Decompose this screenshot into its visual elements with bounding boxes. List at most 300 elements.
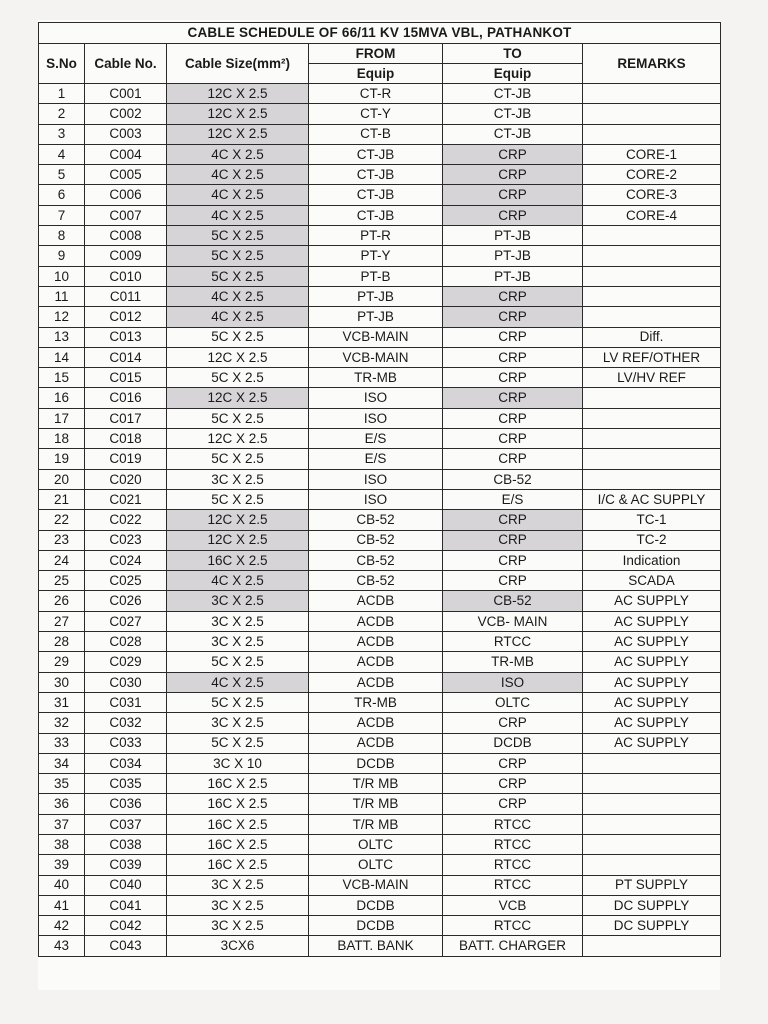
cell-to-equip: PT-JB (443, 226, 583, 246)
cell-cable-size: 4C X 2.5 (167, 185, 309, 205)
cell-sno: 31 (39, 692, 85, 712)
cell-sno: 8 (39, 226, 85, 246)
table-row (39, 591, 721, 611)
cell-cable-no: C008 (85, 226, 167, 246)
cell-to-equip: RTCC (443, 875, 583, 895)
table-row (39, 652, 721, 672)
cell-from-equip: ISO (309, 489, 443, 509)
cell-to-equip: CRP (443, 347, 583, 367)
cell-cable-size: 5C X 2.5 (167, 368, 309, 388)
cell-from-equip: BATT. BANK (309, 936, 443, 956)
cell-to-equip: VCB (443, 895, 583, 915)
table-row (39, 347, 721, 367)
cell-cable-size: 5C X 2.5 (167, 733, 309, 753)
cell-cable-size: 12C X 2.5 (167, 510, 309, 530)
cell-sno: 30 (39, 672, 85, 692)
cell-cable-size: 3C X 2.5 (167, 916, 309, 936)
cell-remarks: AC SUPPLY (583, 692, 721, 712)
cell-cable-no: C004 (85, 144, 167, 164)
cell-from-equip: PT-Y (309, 246, 443, 266)
cell-to-equip: RTCC (443, 916, 583, 936)
table-row (39, 895, 721, 915)
cell-cable-no: C032 (85, 713, 167, 733)
cell-to-equip: RTCC (443, 834, 583, 854)
cell-remarks: I/C & AC SUPPLY (583, 489, 721, 509)
cell-cable-size: 16C X 2.5 (167, 855, 309, 875)
cell-cable-no: C021 (85, 489, 167, 509)
cell-cable-no: C027 (85, 611, 167, 631)
cell-sno: 4 (39, 144, 85, 164)
cell-cable-size: 3C X 2.5 (167, 713, 309, 733)
table-row (39, 144, 721, 164)
table-row (39, 753, 721, 773)
cell-from-equip: DCDB (309, 753, 443, 773)
cell-remarks (583, 124, 721, 144)
cell-to-equip: CRP (443, 368, 583, 388)
cell-cable-no: C036 (85, 794, 167, 814)
cell-sno: 36 (39, 794, 85, 814)
cell-cable-no: C033 (85, 733, 167, 753)
cell-remarks: AC SUPPLY (583, 713, 721, 733)
cell-cable-size: 12C X 2.5 (167, 429, 309, 449)
cell-cable-no: C042 (85, 916, 167, 936)
cell-remarks (583, 104, 721, 124)
cell-cable-no: C017 (85, 408, 167, 428)
table-row (39, 713, 721, 733)
cell-remarks (583, 388, 721, 408)
cell-cable-size: 4C X 2.5 (167, 144, 309, 164)
cell-cable-no: C006 (85, 185, 167, 205)
cell-from-equip: ACDB (309, 733, 443, 753)
cell-sno: 26 (39, 591, 85, 611)
cell-to-equip: CT-JB (443, 124, 583, 144)
cell-cable-no: C038 (85, 834, 167, 854)
table-row (39, 246, 721, 266)
table-row (39, 104, 721, 124)
cell-remarks: AC SUPPLY (583, 632, 721, 652)
cell-from-equip: T/R MB (309, 794, 443, 814)
header-remarks: REMARKS (583, 44, 721, 84)
cell-sno: 41 (39, 895, 85, 915)
cell-remarks (583, 286, 721, 306)
cell-from-equip: CB-52 (309, 510, 443, 530)
cell-sno: 33 (39, 733, 85, 753)
cell-sno: 27 (39, 611, 85, 631)
cell-remarks: CORE-3 (583, 185, 721, 205)
cell-cable-size: 12C X 2.5 (167, 84, 309, 104)
header-to: TO (443, 44, 583, 64)
cell-to-equip: PT-JB (443, 246, 583, 266)
cell-remarks (583, 246, 721, 266)
header-cable-size: Cable Size(mm²) (167, 44, 309, 84)
cell-remarks: AC SUPPLY (583, 733, 721, 753)
cell-to-equip: VCB- MAIN (443, 611, 583, 631)
cell-remarks (583, 774, 721, 794)
cell-cable-size: 16C X 2.5 (167, 550, 309, 570)
cell-to-equip: CRP (443, 774, 583, 794)
cell-to-equip: CB-52 (443, 591, 583, 611)
cell-from-equip: VCB-MAIN (309, 875, 443, 895)
cell-from-equip: CT-JB (309, 185, 443, 205)
cell-sno: 37 (39, 814, 85, 834)
cell-cable-size: 4C X 2.5 (167, 205, 309, 225)
cell-from-equip: ACDB (309, 652, 443, 672)
cell-sno: 10 (39, 266, 85, 286)
cell-to-equip: BATT. CHARGER (443, 936, 583, 956)
cell-to-equip: ISO (443, 672, 583, 692)
cell-from-equip: CT-B (309, 124, 443, 144)
table-row (39, 855, 721, 875)
cell-sno: 43 (39, 936, 85, 956)
table-row (39, 814, 721, 834)
cell-from-equip: CB-52 (309, 571, 443, 591)
cell-remarks: AC SUPPLY (583, 652, 721, 672)
cell-to-equip: CRP (443, 144, 583, 164)
cell-from-equip: ACDB (309, 672, 443, 692)
table-row (39, 469, 721, 489)
cell-cable-size: 16C X 2.5 (167, 834, 309, 854)
cell-from-equip: ACDB (309, 632, 443, 652)
cell-from-equip: CB-52 (309, 530, 443, 550)
cell-cable-size: 3C X 2.5 (167, 875, 309, 895)
table-row (39, 307, 721, 327)
cell-cable-size: 5C X 2.5 (167, 449, 309, 469)
cell-sno: 14 (39, 347, 85, 367)
cable-schedule-table (38, 22, 721, 957)
cell-remarks (583, 266, 721, 286)
cell-to-equip: RTCC (443, 814, 583, 834)
cell-cable-size: 3C X 2.5 (167, 632, 309, 652)
cell-to-equip: CRP (443, 205, 583, 225)
cell-remarks (583, 429, 721, 449)
cell-to-equip: TR-MB (443, 652, 583, 672)
cell-from-equip: OLTC (309, 855, 443, 875)
cell-cable-no: C018 (85, 429, 167, 449)
cell-cable-size: 5C X 2.5 (167, 692, 309, 712)
table-row (39, 489, 721, 509)
cell-cable-no: C034 (85, 753, 167, 773)
cell-sno: 9 (39, 246, 85, 266)
table-row (39, 875, 721, 895)
cell-from-equip: ISO (309, 388, 443, 408)
cell-remarks (583, 84, 721, 104)
cell-cable-no: C037 (85, 814, 167, 834)
cell-cable-size: 16C X 2.5 (167, 814, 309, 834)
cell-sno: 19 (39, 449, 85, 469)
cell-sno: 25 (39, 571, 85, 591)
cell-cable-size: 3C X 2.5 (167, 469, 309, 489)
cell-cable-size: 3C X 2.5 (167, 611, 309, 631)
cell-sno: 12 (39, 307, 85, 327)
cell-remarks: AC SUPPLY (583, 591, 721, 611)
cell-sno: 15 (39, 368, 85, 388)
table-row (39, 286, 721, 306)
cell-sno: 17 (39, 408, 85, 428)
cell-to-equip: CRP (443, 185, 583, 205)
cell-remarks (583, 834, 721, 854)
cell-cable-no: C009 (85, 246, 167, 266)
cell-sno: 16 (39, 388, 85, 408)
cell-cable-no: C013 (85, 327, 167, 347)
table-row (39, 205, 721, 225)
cell-cable-size: 3C X 10 (167, 753, 309, 773)
cell-cable-no: C019 (85, 449, 167, 469)
cell-remarks (583, 814, 721, 834)
cell-sno: 21 (39, 489, 85, 509)
cell-cable-size: 16C X 2.5 (167, 774, 309, 794)
table-title: CABLE SCHEDULE OF 66/11 KV 15MVA VBL, PATHANKOT (39, 23, 721, 44)
cell-sno: 3 (39, 124, 85, 144)
cell-cable-no: C022 (85, 510, 167, 530)
cell-cable-no: C014 (85, 347, 167, 367)
cell-to-equip: CRP (443, 530, 583, 550)
cell-cable-no: C035 (85, 774, 167, 794)
table-row (39, 226, 721, 246)
cell-cable-size: 12C X 2.5 (167, 530, 309, 550)
table-row (39, 408, 721, 428)
table-row (39, 632, 721, 652)
cell-cable-size: 12C X 2.5 (167, 347, 309, 367)
cell-sno: 13 (39, 327, 85, 347)
table-row (39, 185, 721, 205)
cell-from-equip: CT-JB (309, 205, 443, 225)
cell-from-equip: TR-MB (309, 368, 443, 388)
cell-cable-no: C029 (85, 652, 167, 672)
cell-remarks: Indication (583, 550, 721, 570)
cell-to-equip: CT-JB (443, 84, 583, 104)
cell-from-equip: ACDB (309, 713, 443, 733)
cell-cable-no: C003 (85, 124, 167, 144)
cell-remarks (583, 449, 721, 469)
cell-from-equip: PT-R (309, 226, 443, 246)
cell-to-equip: RTCC (443, 855, 583, 875)
header-to-equip: Equip (443, 64, 583, 84)
cell-remarks: SCADA (583, 571, 721, 591)
cell-cable-size: 5C X 2.5 (167, 327, 309, 347)
cell-cable-size: 5C X 2.5 (167, 246, 309, 266)
cell-from-equip: CB-52 (309, 550, 443, 570)
cell-cable-size: 4C X 2.5 (167, 672, 309, 692)
cell-to-equip: CRP (443, 713, 583, 733)
cell-to-equip: CT-JB (443, 104, 583, 124)
cell-cable-no: C001 (85, 84, 167, 104)
cell-from-equip: E/S (309, 429, 443, 449)
cell-sno: 39 (39, 855, 85, 875)
cell-cable-no: C015 (85, 368, 167, 388)
table-row (39, 733, 721, 753)
cell-cable-no: C040 (85, 875, 167, 895)
cell-sno: 5 (39, 165, 85, 185)
cell-sno: 18 (39, 429, 85, 449)
cell-to-equip: CRP (443, 449, 583, 469)
cell-sno: 1 (39, 84, 85, 104)
cell-cable-no: C005 (85, 165, 167, 185)
cell-remarks (583, 794, 721, 814)
cell-remarks (583, 855, 721, 875)
table-row (39, 794, 721, 814)
cell-sno: 24 (39, 550, 85, 570)
cell-sno: 34 (39, 753, 85, 773)
cell-cable-size: 4C X 2.5 (167, 286, 309, 306)
header-from: FROM (309, 44, 443, 64)
cell-sno: 11 (39, 286, 85, 306)
cell-to-equip: CRP (443, 165, 583, 185)
cell-sno: 35 (39, 774, 85, 794)
cell-to-equip: E/S (443, 489, 583, 509)
cell-remarks: TC-2 (583, 530, 721, 550)
cell-cable-no: C031 (85, 692, 167, 712)
cell-from-equip: DCDB (309, 916, 443, 936)
header-cable-no: Cable No. (85, 44, 167, 84)
cell-cable-size: 3CX6 (167, 936, 309, 956)
cell-remarks (583, 469, 721, 489)
cell-remarks: LV/HV REF (583, 368, 721, 388)
cell-sno: 28 (39, 632, 85, 652)
cell-remarks: LV REF/OTHER (583, 347, 721, 367)
cell-to-equip: CRP (443, 550, 583, 570)
cell-sno: 38 (39, 834, 85, 854)
table-row (39, 165, 721, 185)
table-row (39, 550, 721, 570)
cell-sno: 40 (39, 875, 85, 895)
cell-cable-size: 3C X 2.5 (167, 591, 309, 611)
cell-cable-no: C043 (85, 936, 167, 956)
cell-cable-no: C039 (85, 855, 167, 875)
cell-to-equip: CRP (443, 307, 583, 327)
cell-from-equip: PT-JB (309, 307, 443, 327)
cell-from-equip: ISO (309, 408, 443, 428)
table-row (39, 388, 721, 408)
cell-cable-no: C028 (85, 632, 167, 652)
cell-from-equip: TR-MB (309, 692, 443, 712)
cell-from-equip: VCB-MAIN (309, 327, 443, 347)
table-row (39, 124, 721, 144)
cell-from-equip: OLTC (309, 834, 443, 854)
cell-to-equip: CRP (443, 753, 583, 773)
cell-cable-size: 5C X 2.5 (167, 408, 309, 428)
cell-cable-size: 12C X 2.5 (167, 104, 309, 124)
cell-cable-no: C026 (85, 591, 167, 611)
cell-cable-size: 3C X 2.5 (167, 895, 309, 915)
cell-remarks: CORE-4 (583, 205, 721, 225)
table-row (39, 692, 721, 712)
cell-to-equip: CRP (443, 794, 583, 814)
cell-remarks: PT SUPPLY (583, 875, 721, 895)
cell-from-equip: CT-JB (309, 165, 443, 185)
cell-from-equip: ACDB (309, 611, 443, 631)
cell-cable-no: C016 (85, 388, 167, 408)
cell-sno: 7 (39, 205, 85, 225)
cell-to-equip: CRP (443, 510, 583, 530)
cell-cable-size: 4C X 2.5 (167, 165, 309, 185)
cell-remarks: AC SUPPLY (583, 672, 721, 692)
cell-sno: 32 (39, 713, 85, 733)
cell-from-equip: T/R MB (309, 774, 443, 794)
table-row (39, 449, 721, 469)
cell-from-equip: CT-R (309, 84, 443, 104)
cell-sno: 29 (39, 652, 85, 672)
cell-from-equip: PT-JB (309, 286, 443, 306)
cell-to-equip: CB-52 (443, 469, 583, 489)
table-row (39, 510, 721, 530)
cell-remarks (583, 936, 721, 956)
cell-from-equip: ACDB (309, 591, 443, 611)
cell-sno: 23 (39, 530, 85, 550)
cell-cable-size: 4C X 2.5 (167, 307, 309, 327)
cell-cable-no: C010 (85, 266, 167, 286)
cell-from-equip: PT-B (309, 266, 443, 286)
cell-cable-no: C025 (85, 571, 167, 591)
header-from-equip: Equip (309, 64, 443, 84)
table-row (39, 84, 721, 104)
cell-remarks: AC SUPPLY (583, 611, 721, 631)
cell-remarks: CORE-2 (583, 165, 721, 185)
table-row (39, 834, 721, 854)
cell-remarks (583, 226, 721, 246)
table-row (39, 429, 721, 449)
cell-to-equip: DCDB (443, 733, 583, 753)
table-row (39, 368, 721, 388)
cell-from-equip: ISO (309, 469, 443, 489)
cell-remarks (583, 307, 721, 327)
cell-to-equip: PT-JB (443, 266, 583, 286)
cell-cable-no: C024 (85, 550, 167, 570)
cell-from-equip: E/S (309, 449, 443, 469)
cell-remarks (583, 408, 721, 428)
cell-cable-size: 5C X 2.5 (167, 489, 309, 509)
cell-from-equip: T/R MB (309, 814, 443, 834)
table-row (39, 774, 721, 794)
cell-cable-no: C041 (85, 895, 167, 915)
table-row (39, 571, 721, 591)
cell-remarks (583, 753, 721, 773)
cell-from-equip: CT-Y (309, 104, 443, 124)
table-row (39, 672, 721, 692)
cell-remarks: DC SUPPLY (583, 895, 721, 915)
cell-from-equip: DCDB (309, 895, 443, 915)
cell-cable-size: 12C X 2.5 (167, 124, 309, 144)
cell-cable-no: C023 (85, 530, 167, 550)
cell-cable-no: C011 (85, 286, 167, 306)
cell-sno: 20 (39, 469, 85, 489)
cell-remarks: Diff. (583, 327, 721, 347)
cell-sno: 6 (39, 185, 85, 205)
cell-cable-no: C020 (85, 469, 167, 489)
cell-remarks: DC SUPPLY (583, 916, 721, 936)
cell-cable-size: 4C X 2.5 (167, 571, 309, 591)
cell-cable-size: 5C X 2.5 (167, 652, 309, 672)
table-row (39, 530, 721, 550)
cell-cable-no: C012 (85, 307, 167, 327)
table-row (39, 936, 721, 956)
cell-to-equip: CRP (443, 388, 583, 408)
cell-cable-size: 16C X 2.5 (167, 794, 309, 814)
cell-from-equip: CT-JB (309, 144, 443, 164)
cell-sno: 2 (39, 104, 85, 124)
cell-to-equip: CRP (443, 571, 583, 591)
cell-to-equip: RTCC (443, 632, 583, 652)
table-body (39, 84, 721, 957)
cell-cable-size: 12C X 2.5 (167, 388, 309, 408)
cell-sno: 42 (39, 916, 85, 936)
cell-cable-no: C007 (85, 205, 167, 225)
cell-remarks: TC-1 (583, 510, 721, 530)
cell-to-equip: CRP (443, 408, 583, 428)
cell-cable-size: 5C X 2.5 (167, 266, 309, 286)
cell-cable-no: C030 (85, 672, 167, 692)
table-row (39, 916, 721, 936)
header-sno: S.No (39, 44, 85, 84)
